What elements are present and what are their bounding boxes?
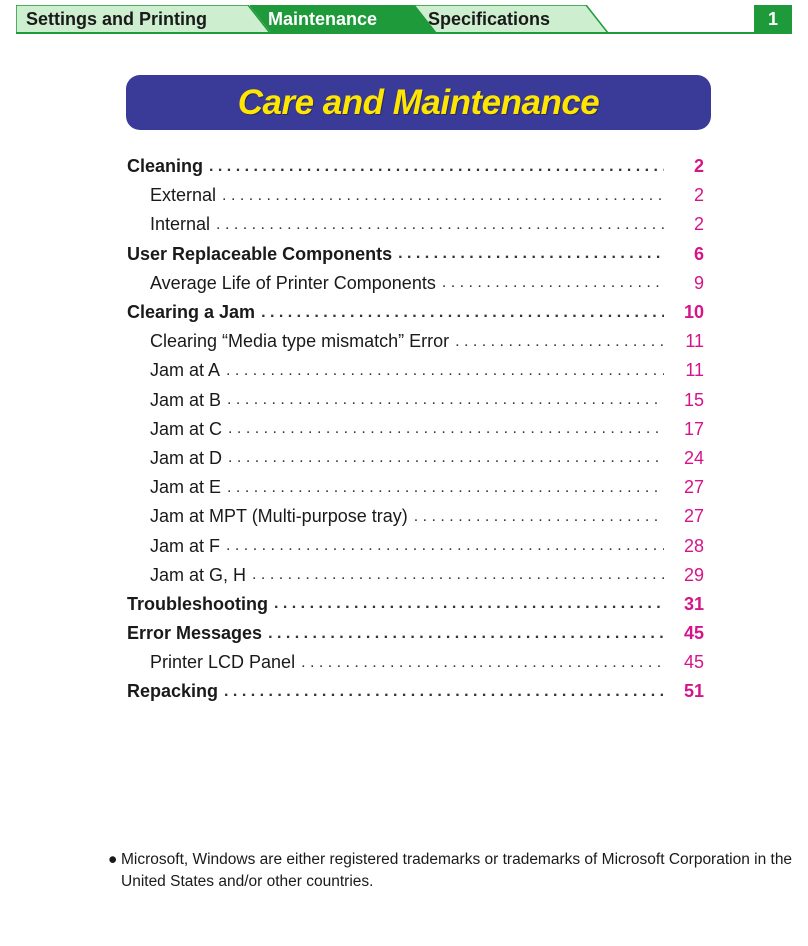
toc-dot-leader [222,187,664,205]
toc-page-link[interactable]: 27 [683,506,704,527]
toc-entry-title: Repacking [127,681,224,702]
toc-page-link[interactable]: 15 [683,389,704,410]
toc-page-link[interactable]: 2 [693,185,704,206]
toc-page-link[interactable]: 11 [685,360,704,381]
toc-page-link[interactable]: 6 [693,243,704,264]
toc-entry-title: Average Life of Printer Components [150,273,442,294]
toc-entry-title: Jam at G, H [150,565,252,586]
toc-dot-leader [228,420,664,438]
toc-dot-leader [227,391,664,409]
tab-maintenance[interactable] [250,5,436,33]
toc-dot-leader [226,362,664,380]
toc-entry-title: Jam at E [150,477,227,498]
toc-entry-title: Jam at C [150,419,228,440]
toc-dot-leader [398,245,664,263]
footnote-text: Microsoft, Windows are either registered trademarks or trademarks of Microsoft Corporation in the United States and/or other countries. [121,851,793,890]
toc-dot-leader [261,304,664,322]
toc-entry[interactable] [127,269,704,298]
toc-entry[interactable] [127,531,704,560]
toc-entry-title: Jam at A [150,360,226,381]
toc-entry-title: Jam at MPT (Multi-purpose tray) [150,506,414,527]
toc-entry[interactable] [127,648,704,677]
toc-page-link[interactable]: 45 [683,652,704,673]
toc-entry[interactable] [127,502,704,531]
tab-label: Settings and Printing [26,9,208,29]
toc-page-link[interactable]: 28 [683,535,704,556]
tab-settings-and-printing[interactable] [16,5,270,33]
toc-entry-title: Jam at F [150,536,226,557]
section-tab-bar [16,5,792,33]
toc-entry[interactable] [127,327,704,356]
page-title: Care and Maintenance [237,83,600,122]
toc-page-link[interactable]: 2 [693,156,704,177]
toc-entry-title: Clearing “Media type mismatch” Error [150,331,455,352]
toc-entry[interactable] [127,444,704,473]
toc-entry[interactable] [127,386,704,415]
toc-dot-leader [414,508,664,526]
section-banner [126,75,711,130]
toc-page-link[interactable]: 24 [683,447,704,468]
toc-entry[interactable] [127,298,704,327]
toc-page-link[interactable]: 45 [683,623,704,644]
toc-dot-leader [442,274,664,292]
toc-entry[interactable] [127,590,704,619]
toc-page-link[interactable]: 2 [693,214,704,235]
toc-page-link[interactable]: 10 [683,302,704,323]
toc-entry-title: User Replaceable Components [127,244,398,265]
tab-specifications[interactable] [410,5,608,33]
toc-entry-title: Jam at B [150,390,227,411]
bullet-icon: ● [108,851,118,868]
toc-entry-title: Internal [150,214,216,235]
toc-dot-leader [252,566,664,584]
toc-page-link[interactable]: 17 [683,418,704,439]
toc-entry-title: External [150,185,222,206]
toc-entry[interactable] [127,677,704,706]
toc-page-link[interactable]: 31 [683,593,704,614]
toc-entry-title: Error Messages [127,623,268,644]
toc-entry[interactable] [127,415,704,444]
toc-entry-title: Troubleshooting [127,594,274,615]
toc-dot-leader [228,449,664,467]
toc-entry[interactable] [127,356,704,385]
toc-page-link[interactable]: 51 [683,681,704,702]
tab-label: Maintenance [268,9,378,29]
toc-entry[interactable] [127,561,704,590]
toc-entry[interactable] [127,473,704,502]
toc-page-link[interactable]: 11 [685,331,704,352]
toc-entry[interactable] [127,619,704,648]
toc-dot-leader [301,654,664,672]
toc-dot-leader [216,216,664,234]
toc-entry[interactable] [127,240,704,269]
toc-dot-leader [226,537,664,555]
page-number: 1 [754,5,792,33]
toc-dot-leader [209,158,664,176]
toc-dot-leader [224,683,664,701]
toc-page-link[interactable]: 29 [683,564,704,585]
toc-entry-title: Printer LCD Panel [150,652,301,673]
toc-dot-leader [268,625,664,643]
trademark-footnote [108,849,798,893]
toc-dot-leader [455,333,664,351]
toc-entry-title: Clearing a Jam [127,302,261,323]
toc-dot-leader [227,479,664,497]
toc-page-link[interactable]: 9 [693,272,704,293]
toc-entry[interactable] [127,152,704,181]
toc-entry-title: Cleaning [127,156,209,177]
tab-underline [16,32,792,34]
toc-dot-leader [274,595,664,613]
toc-entry[interactable] [127,210,704,239]
toc-entry[interactable] [127,181,704,210]
table-of-contents [127,152,704,707]
toc-page-link[interactable]: 27 [683,477,704,498]
tab-label: Specifications [428,9,551,29]
toc-entry-title: Jam at D [150,448,228,469]
